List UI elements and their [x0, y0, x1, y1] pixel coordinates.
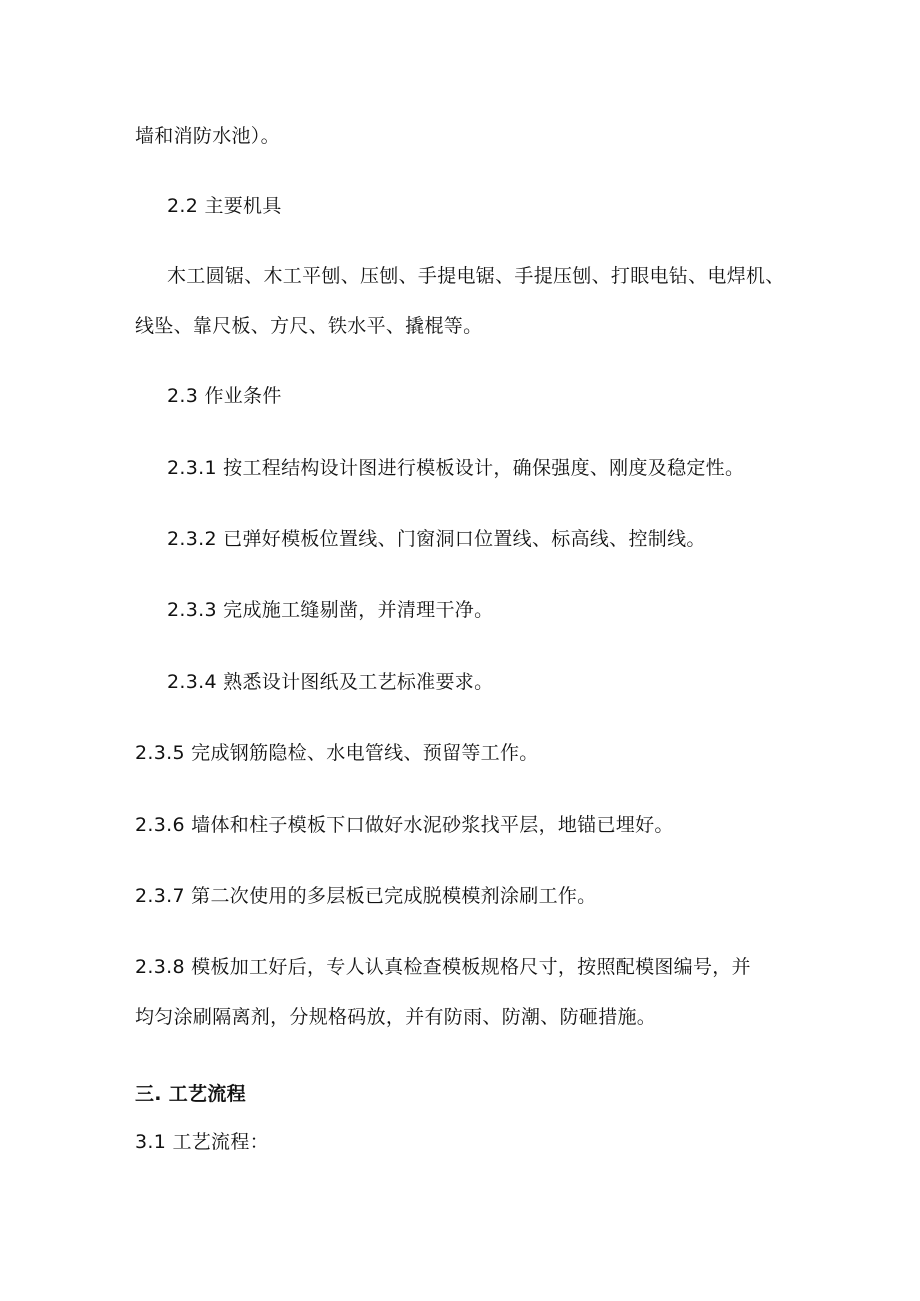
item-2-3-4: 2.3.4 熟悉设计图纸及工艺标准要求。 [167, 671, 494, 693]
section-heading-2-3: 2.3 作业条件 [167, 385, 282, 407]
paragraph-tools-line-1: 木工圆锯、木工平刨、压刨、手提电锯、手提压刨、打眼电钻、电焊机、 [167, 265, 785, 287]
item-2-3-7: 2.3.7 第二次使用的多层板已完成脱模模剂涂刷工作。 [135, 885, 597, 907]
paragraph-tools-line-2: 线坠、靠尺板、方尺、铁水平、撬棍等。 [135, 315, 483, 337]
section-heading-3-1: 3.1 工艺流程： [135, 1131, 269, 1153]
item-2-3-8-line-1: 2.3.8 模板加工好后，专人认真检查模板规格尺寸，按照配模图编号，并 [135, 956, 751, 978]
chapter-heading-3: 三. 工艺流程 [135, 1083, 246, 1105]
text-line-continuation: 墙和消防水池）。 [135, 125, 280, 147]
item-2-3-5: 2.3.5 完成钢筋隐检、水电管线、预留等工作。 [135, 742, 539, 764]
item-2-3-3: 2.3.3 完成施工缝剔凿，并清理干净。 [167, 599, 494, 621]
section-heading-2-2: 2.2 主要机具 [167, 195, 282, 217]
item-2-3-1: 2.3.1 按工程结构设计图进行模板设计，确保强度、刚度及稳定性。 [167, 457, 745, 479]
item-2-3-2: 2.3.2 已弹好模板位置线、门窗洞口位置线、标高线、控制线。 [167, 528, 706, 550]
item-2-3-6: 2.3.6 墙体和柱子模板下口做好水泥砂浆找平层，地锚已埋好。 [135, 814, 674, 836]
item-2-3-8-line-2: 均匀涂刷隔离剂，分规格码放，并有防雨、防潮、防砸措施。 [135, 1006, 657, 1028]
